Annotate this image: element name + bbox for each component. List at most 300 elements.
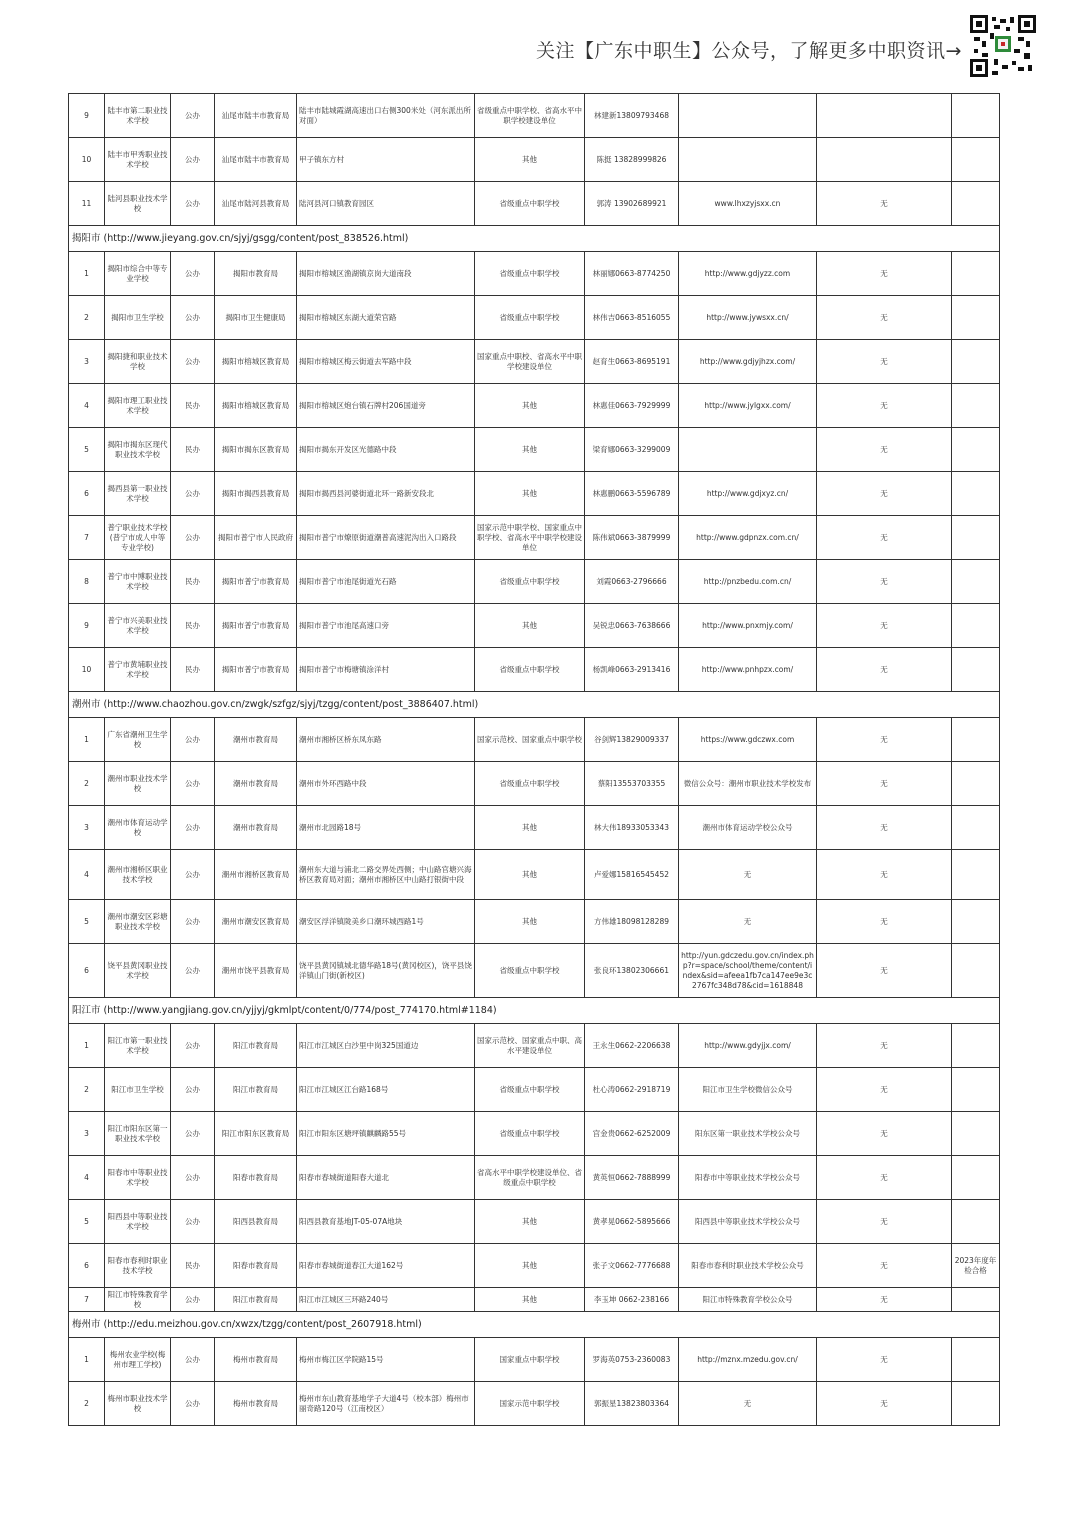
cell-note: 无 [817, 944, 952, 998]
cell-school-type: 公办 [171, 472, 215, 516]
cell-address: 阳春市春城街道阳春大道北 [297, 1156, 475, 1200]
cell-website: http://yun.gdczedu.gov.cn/index.php?r=space/school/theme/content/index&sid=afeea1fb7ca147ee9e3c2767fc348d78&cid=1618848 [679, 944, 817, 998]
cell-contact: 蔡阳13553703355 [585, 762, 679, 806]
cell-address: 揭阳市普宁市燎原街道潮普高速泥沟出入口路段 [297, 516, 475, 560]
cell-index: 8 [69, 560, 105, 604]
table-row [69, 1244, 1000, 1288]
cell-contact: 陈伟斌0663-3879999 [585, 516, 679, 560]
cell-index: 1 [69, 1338, 105, 1382]
cell-remark [952, 1112, 1000, 1156]
cell-index: 4 [69, 850, 105, 900]
cell-school-name: 揭阳市理工职业技术学校 [105, 384, 171, 428]
cell-website: 阳春市中等职业技术学校公众号 [679, 1156, 817, 1200]
cell-school-type: 公办 [171, 718, 215, 762]
cell-address: 揭阳市榕城区东湖大道荣官路 [297, 296, 475, 340]
cell-authority: 阳西县教育局 [215, 1200, 297, 1244]
cell-note: 无 [817, 340, 952, 384]
cell-school-name: 阳春市春利时职业技术学校 [105, 1244, 171, 1288]
cell-school-name: 饶平县黄冈职业技术学校 [105, 944, 171, 998]
cell-school-name: 阳江市卫生学校 [105, 1068, 171, 1112]
table-row [69, 762, 1000, 806]
cell-address: 梅州市梅江区学院路15号 [297, 1338, 475, 1382]
cell-address: 梅州市东山教育基地学子大道4号（校本部）梅州市丽奇路120号（江南校区） [297, 1382, 475, 1426]
cell-school-type: 公办 [171, 762, 215, 806]
cell-address: 陆丰市陆城霞湖高速出口右侧300米处（河东派出所对面） [297, 94, 475, 138]
cell-level: 国家重点中职学校 [475, 1338, 585, 1382]
cell-index: 1 [69, 1024, 105, 1068]
cell-school-type: 公办 [171, 900, 215, 944]
cell-index: 6 [69, 944, 105, 998]
cell-level: 省级重点中职学校 [475, 944, 585, 998]
cell-authority: 汕尾市陆丰市教育局 [215, 138, 297, 182]
cell-note: 无 [817, 1288, 952, 1312]
cell-note: 无 [817, 560, 952, 604]
table-row [69, 296, 1000, 340]
cell-website: 阳江市特殊教育学校公众号 [679, 1288, 817, 1312]
cell-remark [952, 384, 1000, 428]
cell-school-type: 公办 [171, 1156, 215, 1200]
cell-school-name: 潮州市体育运动学校 [105, 806, 171, 850]
cell-contact: 林伟吉0663-8516055 [585, 296, 679, 340]
cell-website: 阳东区第一职业技术学校公众号 [679, 1112, 817, 1156]
cell-school-type: 民办 [171, 1244, 215, 1288]
cell-index: 1 [69, 252, 105, 296]
cell-address: 陆河县河口镇教育园区 [297, 182, 475, 226]
cell-address: 揭阳市普宁市池尾高速口旁 [297, 604, 475, 648]
cell-remark [952, 900, 1000, 944]
cell-school-name: 梅州市职业技术学校 [105, 1382, 171, 1426]
cell-school-name: 揭阳市综合中等专业学校 [105, 252, 171, 296]
cell-index: 9 [69, 604, 105, 648]
cell-remark [952, 138, 1000, 182]
cell-website: https://www.gdczwx.com [679, 718, 817, 762]
cell-authority: 阳江市教育局 [215, 1288, 297, 1312]
cell-school-name: 潮州市湘桥区职业技术学校 [105, 850, 171, 900]
cell-level: 省级重点中职学校 [475, 1112, 585, 1156]
cell-remark [952, 340, 1000, 384]
table-row [69, 718, 1000, 762]
cell-authority: 汕尾市陆河县教育局 [215, 182, 297, 226]
cell-index: 2 [69, 296, 105, 340]
cell-index: 6 [69, 1244, 105, 1288]
cell-note: 无 [817, 1068, 952, 1112]
table-row [69, 516, 1000, 560]
cell-contact: 李玉坤 0662-238166 [585, 1288, 679, 1312]
cell-school-name: 广东省潮州卫生学校 [105, 718, 171, 762]
cell-school-type: 公办 [171, 850, 215, 900]
cell-authority: 揭阳市普宁市教育局 [215, 604, 297, 648]
cell-school-name: 阳春市中等职业技术学校 [105, 1156, 171, 1200]
cell-authority: 揭阳市揭西县教育局 [215, 472, 297, 516]
table-row [69, 340, 1000, 384]
cell-authority: 潮州市教育局 [215, 762, 297, 806]
cell-index: 10 [69, 648, 105, 692]
cell-remark [952, 718, 1000, 762]
cell-address: 揭阳市榕城区渔湖镇京岗大道南段 [297, 252, 475, 296]
school-list-table [68, 93, 1000, 1426]
cell-school-type: 民办 [171, 604, 215, 648]
cell-website: http://www.jywsxx.cn/ [679, 296, 817, 340]
cell-contact: 卢爱娜15816545452 [585, 850, 679, 900]
cell-address: 揭阳市揭西县河婆街道北环一路新安段北 [297, 472, 475, 516]
cell-school-type: 公办 [171, 252, 215, 296]
cell-school-name: 阳江市特殊教育学校 [105, 1288, 171, 1312]
table-row [69, 182, 1000, 226]
table-row [69, 900, 1000, 944]
cell-address: 潮州市北园路18号 [297, 806, 475, 850]
cell-remark [952, 1068, 1000, 1112]
cell-index: 2 [69, 1382, 105, 1426]
cell-school-name: 揭西县第一职业技术学校 [105, 472, 171, 516]
cell-level: 省级重点中职学校 [475, 762, 585, 806]
cell-note: 无 [817, 718, 952, 762]
cell-authority: 阳江市阳东区教育局 [215, 1112, 297, 1156]
cell-level: 其他 [475, 900, 585, 944]
cell-index: 5 [69, 1200, 105, 1244]
cell-website: 阳西县中等职业技术学校公众号 [679, 1200, 817, 1244]
cell-address: 揭阳市普宁市池尾街道光石路 [297, 560, 475, 604]
cell-level: 其他 [475, 604, 585, 648]
table-row [69, 1024, 1000, 1068]
cell-address: 阳江市阳东区塘坪镇麒麟路55号 [297, 1112, 475, 1156]
cell-note: 无 [817, 604, 952, 648]
cell-note: 无 [817, 1244, 952, 1288]
cell-note [817, 138, 952, 182]
table-row [69, 1288, 1000, 1312]
cell-level: 省级重点中职学校 [475, 648, 585, 692]
cell-authority: 梅州市教育局 [215, 1382, 297, 1426]
cell-note: 无 [817, 900, 952, 944]
cell-remark [952, 252, 1000, 296]
cell-school-type: 公办 [171, 1288, 215, 1312]
cell-address: 潮安区浮洋镇陇美乡口潮环城西路1号 [297, 900, 475, 944]
cell-school-name: 普宁市兴美职业技术学校 [105, 604, 171, 648]
cell-remark [952, 94, 1000, 138]
cell-authority: 潮州市教育局 [215, 718, 297, 762]
cell-level: 国家示范校、国家重点中职、高水平建设单位 [475, 1024, 585, 1068]
cell-note: 无 [817, 1156, 952, 1200]
cell-remark [952, 1288, 1000, 1312]
cell-address: 饶平县黄冈镇城北德华路18号(黄冈校区)，饶平县饶洋镇山门街(新校区) [297, 944, 475, 998]
cell-school-type: 公办 [171, 1112, 215, 1156]
cell-contact: 吴锐忠0663-7638666 [585, 604, 679, 648]
cell-authority: 潮州市潮安区教育局 [215, 900, 297, 944]
cell-remark [952, 944, 1000, 998]
cell-school-type: 公办 [171, 296, 215, 340]
cell-school-type: 公办 [171, 516, 215, 560]
table-row [69, 94, 1000, 138]
table-row [69, 1112, 1000, 1156]
table-row [69, 1338, 1000, 1382]
cell-website: http://www.pnxmjy.com/ [679, 604, 817, 648]
cell-level: 国家示范中职学校、国家重点中职学校、省高水平中职学校建设单位 [475, 516, 585, 560]
cell-contact: 林惠佳0663-7929999 [585, 384, 679, 428]
cell-school-name: 阳江市阳东区第一职业技术学校 [105, 1112, 171, 1156]
cell-school-name: 陆丰市第二职业技术学校 [105, 94, 171, 138]
cell-level: 其他 [475, 1288, 585, 1312]
cell-website: www.lhxzyjsxx.cn [679, 182, 817, 226]
cell-school-type: 公办 [171, 1068, 215, 1112]
city-section-header [69, 692, 1000, 718]
cell-level: 省级重点中职学校、省高水平中职学校建设单位 [475, 94, 585, 138]
city-section-header [69, 998, 1000, 1024]
cell-school-name: 陆丰市甲秀职业技术学校 [105, 138, 171, 182]
cell-index: 3 [69, 340, 105, 384]
cell-index: 10 [69, 138, 105, 182]
cell-authority: 潮州市饶平县教育局 [215, 944, 297, 998]
cell-authority: 梅州市教育局 [215, 1338, 297, 1382]
cell-school-type: 民办 [171, 428, 215, 472]
cell-school-name: 陆河县职业技术学校 [105, 182, 171, 226]
cell-website: 无 [679, 900, 817, 944]
cell-school-name: 普宁市黄埔职业技术学校 [105, 648, 171, 692]
promo-banner: 关注【广东中职生】公众号，了解更多中职资讯→ [536, 40, 962, 62]
cell-level: 其他 [475, 384, 585, 428]
cell-school-name: 梅州农业学校(梅州市理工学校) [105, 1338, 171, 1382]
cell-level: 省级重点中职学校 [475, 296, 585, 340]
cell-remark [952, 560, 1000, 604]
cell-level: 其他 [475, 1244, 585, 1288]
cell-website: http://www.gdpnzx.com.cn/ [679, 516, 817, 560]
cell-address: 潮州东大道与浦北二路交界处西侧；中山路官塘兴海桥区教育局对面；潮州市湘桥区中山路打银街中段 [297, 850, 475, 900]
cell-index: 3 [69, 1112, 105, 1156]
cell-contact: 郭振星13823803364 [585, 1382, 679, 1426]
cell-website: 无 [679, 850, 817, 900]
cell-authority: 揭阳市卫生健康局 [215, 296, 297, 340]
cell-index: 6 [69, 472, 105, 516]
cell-authority: 揭阳市榕城区教育局 [215, 340, 297, 384]
cell-contact: 杜心涛0662-2918719 [585, 1068, 679, 1112]
cell-address: 阳江市江城区三环路240号 [297, 1288, 475, 1312]
cell-authority: 阳江市教育局 [215, 1024, 297, 1068]
cell-level: 国家重点中职校、省高水平中职学校建设单位 [475, 340, 585, 384]
table-row [69, 1200, 1000, 1244]
table-row [69, 560, 1000, 604]
cell-school-type: 公办 [171, 1200, 215, 1244]
cell-school-type: 公办 [171, 94, 215, 138]
cell-index: 5 [69, 900, 105, 944]
cell-index: 4 [69, 1156, 105, 1200]
cell-authority: 揭阳市揭东区教育局 [215, 428, 297, 472]
table-row [69, 428, 1000, 472]
cell-remark [952, 1156, 1000, 1200]
cell-note: 无 [817, 1382, 952, 1426]
cell-authority: 阳江市教育局 [215, 1068, 297, 1112]
table-row [69, 138, 1000, 182]
cell-level: 省级重点中职学校 [475, 560, 585, 604]
cell-note: 无 [817, 252, 952, 296]
cell-level: 省级重点中职学校 [475, 252, 585, 296]
cell-school-name: 潮州市潮安区彩塘职业技术学校 [105, 900, 171, 944]
cell-address: 阳西县教育基地JT-05-07A地块 [297, 1200, 475, 1244]
cell-authority: 汕尾市陆丰市教育局 [215, 94, 297, 138]
cell-contact: 林大伟18933053343 [585, 806, 679, 850]
cell-school-type: 公办 [171, 138, 215, 182]
cell-website: http://www.gdjxyz.cn/ [679, 472, 817, 516]
cell-contact: 林丽娜0663-8774250 [585, 252, 679, 296]
cell-school-type: 民办 [171, 384, 215, 428]
cell-website: http://mznx.mzedu.gov.cn/ [679, 1338, 817, 1382]
cell-school-name: 阳江市第一职业技术学校 [105, 1024, 171, 1068]
cell-remark [952, 516, 1000, 560]
cell-remark [952, 472, 1000, 516]
cell-contact: 陈挺 13828999826 [585, 138, 679, 182]
cell-school-name: 揭阳市卫生学校 [105, 296, 171, 340]
table-row [69, 648, 1000, 692]
cell-remark [952, 762, 1000, 806]
cell-note [817, 94, 952, 138]
cell-index: 4 [69, 384, 105, 428]
table-row [69, 604, 1000, 648]
cell-note: 无 [817, 428, 952, 472]
cell-index: 2 [69, 1068, 105, 1112]
cell-index: 3 [69, 806, 105, 850]
cell-contact: 黄英恒0662-7888999 [585, 1156, 679, 1200]
cell-school-type: 公办 [171, 1338, 215, 1382]
cell-level: 省高水平中职学校建设单位、省级重点中职学校 [475, 1156, 585, 1200]
cell-address: 阳春市春城街道春江大道162号 [297, 1244, 475, 1288]
city-section-title: 潮州市 (http://www.chaozhou.gov.cn/zwgk/szfgz/sjyj/tzgg/content/post_3886407.html) [69, 692, 1000, 718]
city-section-title: 揭阳市 (http://www.jieyang.gov.cn/sjyj/gsgg/content/post_838526.html) [69, 226, 1000, 252]
cell-level: 其他 [475, 428, 585, 472]
cell-website: http://www.gdyjjx.com/ [679, 1024, 817, 1068]
cell-authority: 揭阳市普宁市教育局 [215, 560, 297, 604]
cell-authority: 揭阳市教育局 [215, 252, 297, 296]
cell-remark [952, 1338, 1000, 1382]
table-row [69, 472, 1000, 516]
cell-index: 7 [69, 516, 105, 560]
cell-school-name: 潮州市职业技术学校 [105, 762, 171, 806]
cell-note: 无 [817, 296, 952, 340]
cell-level: 其他 [475, 138, 585, 182]
cell-contact: 罗海英0753-2360083 [585, 1338, 679, 1382]
qr-code-icon [970, 15, 1036, 77]
table-row [69, 944, 1000, 998]
cell-website: http://pnzbedu.com.cn/ [679, 560, 817, 604]
cell-remark [952, 1382, 1000, 1426]
cell-school-type: 公办 [171, 1382, 215, 1426]
cell-website: 无 [679, 1382, 817, 1426]
cell-school-type: 民办 [171, 560, 215, 604]
cell-note: 无 [817, 1112, 952, 1156]
cell-contact: 杨凯峰0663-2913416 [585, 648, 679, 692]
cell-contact: 林建新13809793468 [585, 94, 679, 138]
cell-authority: 阳春市教育局 [215, 1244, 297, 1288]
cell-website: http://www.jylgxx.com/ [679, 384, 817, 428]
cell-website: http://www.gdjyzz.com [679, 252, 817, 296]
cell-level: 国家示范中职学校 [475, 1382, 585, 1426]
cell-remark [952, 296, 1000, 340]
cell-authority: 揭阳市普宁市人民政府 [215, 516, 297, 560]
cell-school-type: 公办 [171, 340, 215, 384]
cell-note: 无 [817, 1024, 952, 1068]
cell-website [679, 138, 817, 182]
cell-address: 潮州市外环西路中段 [297, 762, 475, 806]
cell-address: 揭阳市榕城区炮台镇石牌村206国道旁 [297, 384, 475, 428]
cell-remark [952, 850, 1000, 900]
table-row [69, 384, 1000, 428]
cell-website [679, 428, 817, 472]
cell-remark [952, 1024, 1000, 1068]
cell-school-name: 普宁市中博职业技术学校 [105, 560, 171, 604]
cell-address: 揭阳市普宁市梅塘镇涂洋村 [297, 648, 475, 692]
cell-note: 无 [817, 762, 952, 806]
cell-level: 其他 [475, 850, 585, 900]
cell-address: 甲子镇东方村 [297, 138, 475, 182]
cell-index: 7 [69, 1288, 105, 1312]
cell-level: 省级重点中职学校 [475, 182, 585, 226]
cell-contact: 梁育娜0663-3299009 [585, 428, 679, 472]
table-row [69, 1382, 1000, 1426]
table-row [69, 850, 1000, 900]
cell-website: http://www.gdjyjhzx.com/ [679, 340, 817, 384]
cell-contact: 张子文0662-7776688 [585, 1244, 679, 1288]
cell-level: 其他 [475, 472, 585, 516]
cell-website: http://www.pnhpzx.com/ [679, 648, 817, 692]
cell-level: 国家示范校、国家重点中职学校 [475, 718, 585, 762]
cell-school-name: 揭阳捷和职业技术学校 [105, 340, 171, 384]
cell-school-name: 普宁职业技术学校(普宁市成人中等专业学校) [105, 516, 171, 560]
cell-contact: 刘霞0663-2796666 [585, 560, 679, 604]
cell-remark [952, 604, 1000, 648]
cell-authority: 潮州市教育局 [215, 806, 297, 850]
cell-website: 阳春市春利时职业技术学校公众号 [679, 1244, 817, 1288]
table-row [69, 1156, 1000, 1200]
cell-authority: 揭阳市普宁市教育局 [215, 648, 297, 692]
cell-address: 阳江市江城区江台路168号 [297, 1068, 475, 1112]
table-row [69, 1068, 1000, 1112]
cell-contact: 张良环13802306661 [585, 944, 679, 998]
cell-authority: 潮州市湘桥区教育局 [215, 850, 297, 900]
cell-school-type: 公办 [171, 182, 215, 226]
cell-remark [952, 182, 1000, 226]
cell-index: 2 [69, 762, 105, 806]
cell-level: 其他 [475, 1200, 585, 1244]
cell-contact: 黄孝晃0662-5895666 [585, 1200, 679, 1244]
cell-contact: 赵育生0663-8695191 [585, 340, 679, 384]
cell-address: 潮州市湘桥区桥东凤东路 [297, 718, 475, 762]
cell-website [679, 94, 817, 138]
cell-address: 揭阳市揭东开发区光德路中段 [297, 428, 475, 472]
cell-remark [952, 648, 1000, 692]
cell-note: 无 [817, 806, 952, 850]
cell-note: 无 [817, 384, 952, 428]
cell-contact: 郭涛 13902689921 [585, 182, 679, 226]
cell-remark [952, 428, 1000, 472]
cell-authority: 阳春市教育局 [215, 1156, 297, 1200]
cell-level: 其他 [475, 806, 585, 850]
cell-level: 省级重点中职学校 [475, 1068, 585, 1112]
city-section-title: 梅州市 (http://edu.meizhou.gov.cn/xwzx/tzgg/content/post_2607918.html) [69, 1312, 1000, 1338]
table-body [69, 94, 1000, 1426]
cell-contact: 王永生0662-2206638 [585, 1024, 679, 1068]
city-section-title: 阳江市 (http://www.yangjiang.gov.cn/yjjyj/gkmlpt/content/0/774/post_774170.html#1184) [69, 998, 1000, 1024]
city-section-header [69, 226, 1000, 252]
cell-index: 11 [69, 182, 105, 226]
cell-remark [952, 1200, 1000, 1244]
cell-authority: 揭阳市榕城区教育局 [215, 384, 297, 428]
cell-remark: 2023年度年检合格 [952, 1244, 1000, 1288]
cell-note: 无 [817, 648, 952, 692]
cell-note: 无 [817, 182, 952, 226]
cell-address: 阳江市江城区白沙里中岗325国道边 [297, 1024, 475, 1068]
cell-contact: 林惠鹏0663-5596789 [585, 472, 679, 516]
cell-contact: 宫金贵0662-6252009 [585, 1112, 679, 1156]
cell-index: 1 [69, 718, 105, 762]
cell-website: 微信公众号：潮州市职业技术学校发布 [679, 762, 817, 806]
cell-index: 5 [69, 428, 105, 472]
cell-note: 无 [817, 1338, 952, 1382]
